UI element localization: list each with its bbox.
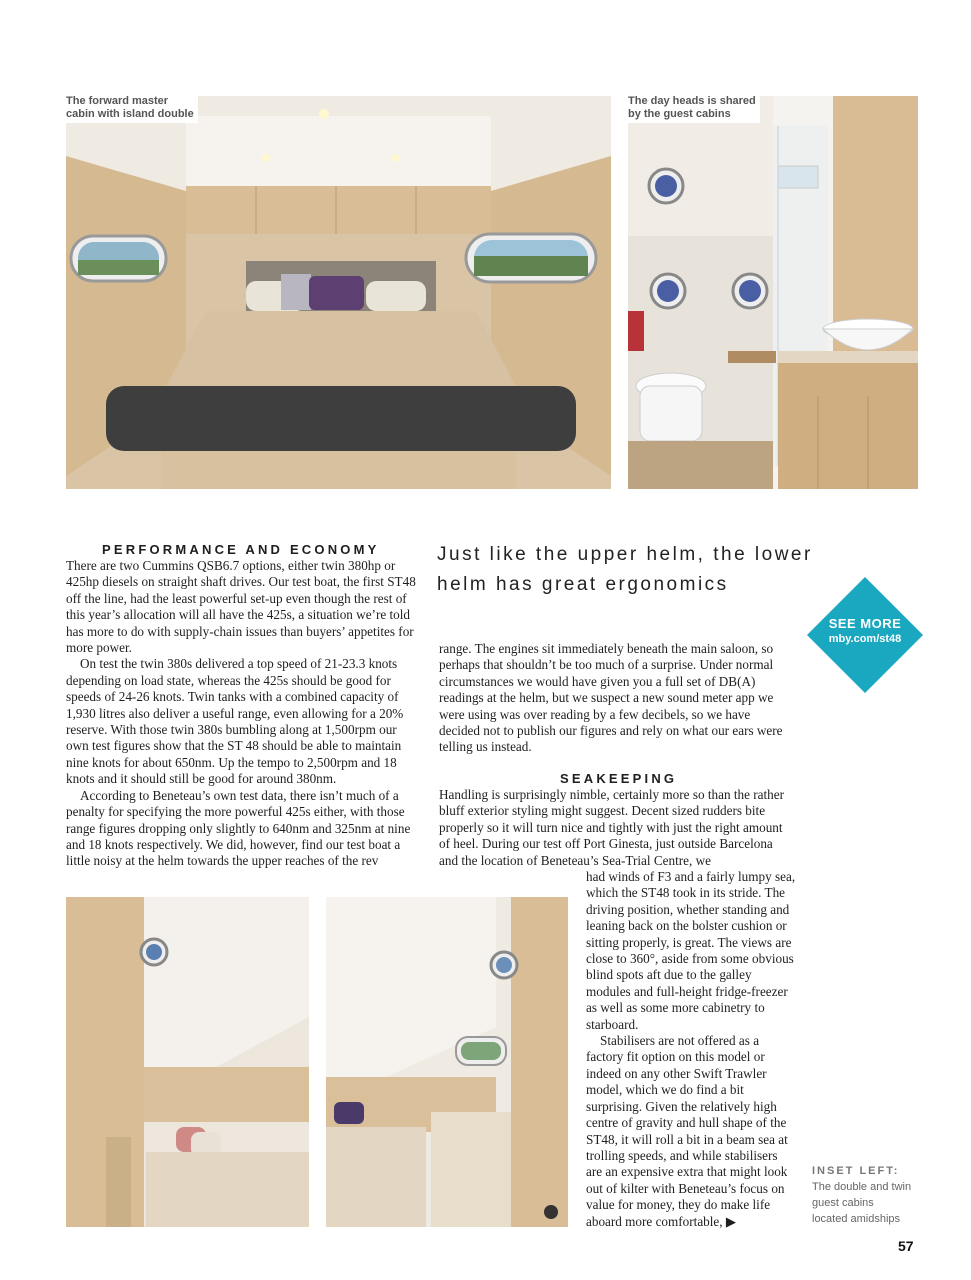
pull-quote-line: helm has great ergonomics bbox=[437, 574, 729, 595]
inset-title: INSET LEFT: bbox=[812, 1165, 900, 1177]
column-3-text bbox=[586, 869, 796, 1230]
paragraph: Handling is surprisingly nimble, certainly more so than the rather bluff exterior styling might suggest. Decent sized rudders bite properly so it will turn nice and tightly with just the right amount of heel. During our test off Port Ginesta, just outside Barcelona and the location of Beneteau’s Sea-Trial Centre, we bbox=[439, 787, 784, 868]
paragraph: On test the twin 380s delivered a top speed of 21-23.3 knots depending on load state, whereas the 425s should be good for speeds of 24-26 knots. Twin tanks with a combined capacity of 1,930 litres also deliver a useful range, even allowing for a 20% reserve. With those twin 380s bumbling along at 1,500rpm our own test figures show that the ST 48 should be able to maintain nine knots for about 650nm. Up the tempo to 2,500rpm and 18 knots and it should still be good for around 380nm. bbox=[66, 656, 404, 787]
see-more-badge[interactable] bbox=[807, 577, 923, 693]
inset-line: guest cabins bbox=[812, 1197, 874, 1209]
paragraph: Stabilisers are not offered as a factory fit option on this model or indeed on any other Swift Trawler model, which we do find a bit surprising. Given the relatively high centre of gravity and hull shape of the ST48, it will roll a bit in a beam sea at trolling speeds, and while stabilisers are an expensive extra that might look out of kilter with Beneteau’s focus on value for money, they do make life aboard more comfortable, ▶ bbox=[586, 1033, 788, 1229]
paragraph: According to Beneteau’s own test data, there isn’t much of a penalty for specifying the more powerful 425s either, with those range figures dropping only slightly to 640nm and 325nm at nine and 18 knots respectively. We did, however, find our test boat a little noisy at the helm towards the upper reaches of the rev bbox=[66, 787, 411, 869]
day-heads-caption bbox=[626, 94, 760, 123]
paragraph: There are two Cummins QSB6.7 options, either twin 380hp or 425hp diesels on straight shaft drives. Our test boat, the first ST48 off the line, had the least powerful set-up even though the rest of this year’s allocation will all have the 425s, a situation we’re told has more to do with supply-chain issues than buyers’ appetites for more power. bbox=[66, 558, 416, 656]
double-cabin-photo bbox=[66, 897, 309, 1227]
column-1-text bbox=[66, 558, 422, 870]
column-2-text bbox=[439, 641, 785, 756]
caption-line: The day heads is shared bbox=[628, 95, 756, 107]
see-more-label[interactable]: SEE MORE bbox=[828, 616, 902, 631]
seakeeping-heading: SEAKEEPING bbox=[560, 771, 678, 786]
inset-line: The double and twin bbox=[812, 1181, 912, 1193]
master-cabin-caption bbox=[64, 94, 198, 123]
master-cabin-photo bbox=[66, 96, 611, 489]
caption-line: by the guest cabins bbox=[628, 108, 731, 120]
paragraph: range. The engines sit immediately beneath the main saloon, so perhaps that shouldn’t be too much of a surprise. Under normal circumstances we would have given you a full set of DB(A) readings at the helm, but we suspect a new sound meter app we were using was over reading by a few decibels, so we have decided not to publish our figures and rely on what our ears were telling us instead. bbox=[439, 641, 783, 755]
see-more-url[interactable]: mby.com/st48 bbox=[828, 633, 902, 645]
inset-line: located amidships bbox=[812, 1213, 901, 1225]
performance-heading: PERFORMANCE AND ECONOMY bbox=[102, 542, 380, 557]
inset-caption bbox=[812, 1163, 952, 1227]
pull-quote bbox=[437, 540, 813, 600]
day-heads-photo bbox=[628, 96, 918, 489]
caption-line: The forward master bbox=[66, 95, 169, 107]
twin-cabin-photo bbox=[326, 897, 568, 1227]
seakeeping-text bbox=[439, 787, 789, 869]
paragraph: had winds of F3 and a fairly lumpy sea, which the ST48 took in its stride. The driving position, whether standing and leaning back on the bolster cushion or sitting properly, is great. The views are close to 360°, aside from some obvious blind spots aft due to the galley modules and full-height fridge-freezer as well as some more cabinetry to starboard. bbox=[586, 869, 796, 1032]
page-number: 57 bbox=[898, 1238, 914, 1254]
pull-quote-line: Just like the upper helm, the lower bbox=[437, 544, 813, 565]
caption-line: cabin with island double bbox=[66, 108, 194, 120]
